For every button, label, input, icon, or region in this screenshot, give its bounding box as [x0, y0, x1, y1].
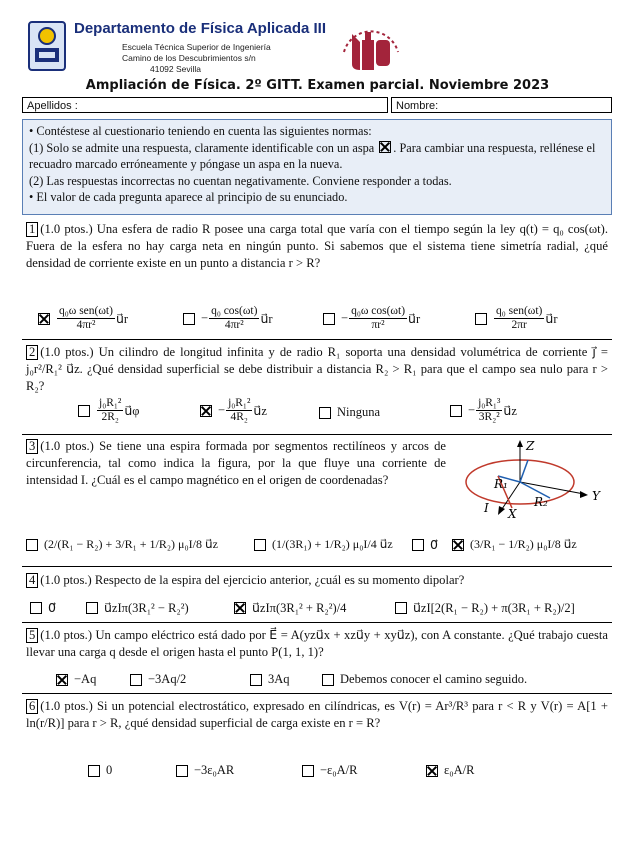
question-text: (1.0 ptos.) Un campo eléctrico está dado por E⃗ = A(yzu⃗x + xzu⃗y + xyu⃗z), con A constante. ¿Qué trabajo cuesta llevar una carga q desde el origen hasta el punto P(1, 1, 1)?	[26, 628, 608, 659]
q4-option-c[interactable]: u⃗zIπ(3R₁² + R₂²)/4	[234, 600, 346, 616]
q3-option-d[interactable]: (3/R₁ − 1/R₂) μ₀I/8 u⃗z	[452, 537, 577, 552]
q5-option-c[interactable]: 3Aq	[250, 672, 290, 687]
checkbox[interactable]	[26, 539, 38, 551]
q2-option-d[interactable]: − $\frac{\text{j₀R₁³}}{\text{3R₂²}}$ u⃗z	[450, 397, 517, 424]
q2-option-a[interactable]: $\frac{\text{j₀R₁²}}{\text{2R₂}}$ u⃗φ	[78, 397, 139, 424]
school-line-3: 41092 Sevilla	[150, 64, 202, 74]
checkbox[interactable]	[86, 602, 98, 614]
surname-field[interactable]	[22, 97, 388, 113]
sample-cross-box	[379, 141, 391, 153]
checkbox-checked[interactable]	[38, 313, 50, 325]
q3-option-b[interactable]: (1/(3R₁) + 1/R₂) μ₀I/4 u⃗z	[254, 537, 393, 552]
checkbox[interactable]	[450, 405, 462, 417]
instruction-line: (2) Las respuestas incorrectas no cuentan negativamente. Conviene responder a todas.	[29, 173, 452, 188]
q1-option-a[interactable]: $\frac{\text{q₀ω sen(ωt)}}{\text{4πr²}}$ u⃗r	[38, 305, 128, 332]
checkbox[interactable]	[254, 539, 266, 551]
question-number: 6	[26, 699, 38, 714]
r1-label: R₁	[494, 477, 508, 491]
question-1	[26, 221, 608, 272]
surname-label: Apellidos :	[27, 100, 78, 112]
instruction-line: • Contéstese al cuestionario teniendo en cuenta las siguientes normas:	[29, 124, 372, 138]
question-2	[26, 344, 608, 395]
question-3	[26, 438, 446, 489]
exam-title: Ampliación de Física. 2º GITT. Examen parcial. Noviembre 2023	[85, 78, 550, 93]
question-4	[26, 572, 612, 589]
q3-option-a[interactable]: (2/(R₁ − R₂) + 3/R₁ + 1/R₂) μ₀I/8 u⃗z	[26, 537, 218, 552]
q5-option-d[interactable]: Debemos conocer el camino seguido.	[322, 672, 527, 687]
checkbox[interactable]	[322, 674, 334, 686]
r2-label: R₂	[534, 495, 548, 509]
question-text: (1.0 ptos.) Una esfera de radio R posee una carga total que varía con el tiempo según la ley q(t) = q₀ cos(ωt). Fuera de la esfera no hay carga neta en ningún punto. Si sabemos que el sistema tiene simetría radial, ¿qué densidad de corriente existe en un punto a distancia r > R?	[26, 222, 608, 270]
school-line-2: Camino de los Descubrimientos s/n	[122, 53, 256, 63]
checkbox[interactable]	[250, 674, 262, 686]
q6-option-c[interactable]: −ε₀A/R	[302, 763, 358, 778]
q2-option-c[interactable]: Ninguna	[319, 405, 380, 420]
checkbox[interactable]	[323, 313, 335, 325]
axis-x-label: X	[508, 507, 517, 520]
checkbox[interactable]	[176, 765, 188, 777]
q4-option-a[interactable]: 0⃗	[30, 600, 56, 616]
checkbox[interactable]	[319, 407, 331, 419]
name-label: Nombre:	[396, 100, 439, 112]
school-line-1: Escuela Técnica Superior de Ingeniería	[122, 42, 271, 52]
divider	[22, 693, 612, 694]
q6-option-a[interactable]: 0	[88, 763, 112, 778]
question-text: (1.0 ptos.) Si un potencial electrostático, expresado en cilíndricas, es V(r) = Ar³/R³ para r < R y V(r) = A[1 + ln(r/R)] para r > R, ¿qué densidad superficial de carga existe en r = R?	[26, 699, 608, 730]
instructions-box	[22, 119, 612, 215]
checkbox-checked[interactable]	[452, 539, 464, 551]
checkbox[interactable]	[183, 313, 195, 325]
checkbox[interactable]	[302, 765, 314, 777]
instruction-line: (1) Solo se admite una respuesta, claramente identificable con un aspa . Para cambiar una respuesta, rellénese el recuadro marcado erróneamente y póngase un aspa en la nueva.	[29, 140, 596, 172]
q4-option-d[interactable]: u⃗zI[2(R₁ − R₂) + π(3R₁ + R₂)/2]	[395, 600, 575, 616]
q6-option-d[interactable]: ε₀A/R	[426, 763, 474, 778]
q3-option-c[interactable]: 0⃗	[412, 537, 438, 553]
department-logo	[27, 18, 69, 74]
checkbox-checked[interactable]	[56, 674, 68, 686]
divider	[22, 339, 612, 340]
checkbox[interactable]	[475, 313, 487, 325]
department-name: Departamento de Física Aplicada III	[74, 20, 327, 37]
question-number: 2	[26, 345, 38, 360]
university-seal	[338, 12, 404, 76]
q5-option-a[interactable]: −Aq	[56, 672, 96, 687]
question-text: (1.0 ptos.) Un cilindro de longitud infinita y de radio R₁ soporta una densidad volumétrica de corriente j⃗ = j₀r²/R₁² u⃗z. ¿Qué densidad superficial se debe distribuir a distancia R₂ > R₁ para que el campo sea nulo para r > R₂?	[26, 345, 608, 393]
checkbox[interactable]	[130, 674, 142, 686]
checkbox-checked[interactable]	[200, 405, 212, 417]
question-number: 4	[26, 573, 38, 588]
instruction-line: • El valor de cada pregunta aparece al principio de su enunciado.	[29, 190, 348, 205]
divider	[22, 622, 612, 623]
divider	[22, 566, 612, 567]
checkbox[interactable]	[88, 765, 100, 777]
current-label: I	[484, 501, 489, 515]
checkbox[interactable]	[412, 539, 424, 551]
checkbox-checked[interactable]	[426, 765, 438, 777]
checkbox[interactable]	[395, 602, 407, 614]
q4-option-b[interactable]: u⃗zIπ(3R₁² − R₂²)	[86, 600, 189, 616]
q1-option-b[interactable]: − $\frac{\text{q₀ cos(ωt)}}{\text{4πr²}}$ u⃗r	[183, 305, 273, 332]
q5-option-b[interactable]: −3Aq/2	[130, 672, 186, 687]
divider	[22, 434, 612, 435]
question-number: 1	[26, 222, 38, 237]
q1-option-d[interactable]: $\frac{\text{q₀ sen(ωt)}}{2\pi r}$ u⃗r	[475, 305, 557, 332]
checkbox[interactable]	[30, 602, 42, 614]
question-number: 3	[26, 439, 38, 454]
checkbox-checked[interactable]	[234, 602, 246, 614]
question-6	[26, 698, 608, 732]
q1-option-c[interactable]: − $\frac{\text{q₀ω cos(ωt)}}{\text{πr²}}$ u⃗r	[323, 305, 420, 332]
q2-option-b[interactable]: − $\frac{\text{j₀R₁²}}{\text{4R₂}}$ u⃗z	[200, 397, 267, 424]
question-text: (1.0 ptos.) Se tiene una espira formada por segmentos rectilíneos y arcos de circunferencia, tal como indica la figura, por la que fluye una corriente de intensidad I. ¿Cuál es el campo magnético en el origen de coordenadas?	[26, 439, 446, 487]
name-field[interactable]	[391, 97, 612, 113]
checkbox[interactable]	[78, 405, 90, 417]
question-text: (1.0 ptos.) Respecto de la espira del ejercicio anterior, ¿cuál es su momento dipolar?	[40, 573, 465, 587]
loop-figure	[458, 438, 608, 520]
axis-y-label: Y	[592, 489, 600, 503]
axis-z-label: Z	[526, 439, 535, 453]
q6-option-b[interactable]: −3ε₀AR	[176, 763, 234, 778]
question-number: 5	[26, 628, 38, 643]
question-5	[26, 627, 608, 661]
